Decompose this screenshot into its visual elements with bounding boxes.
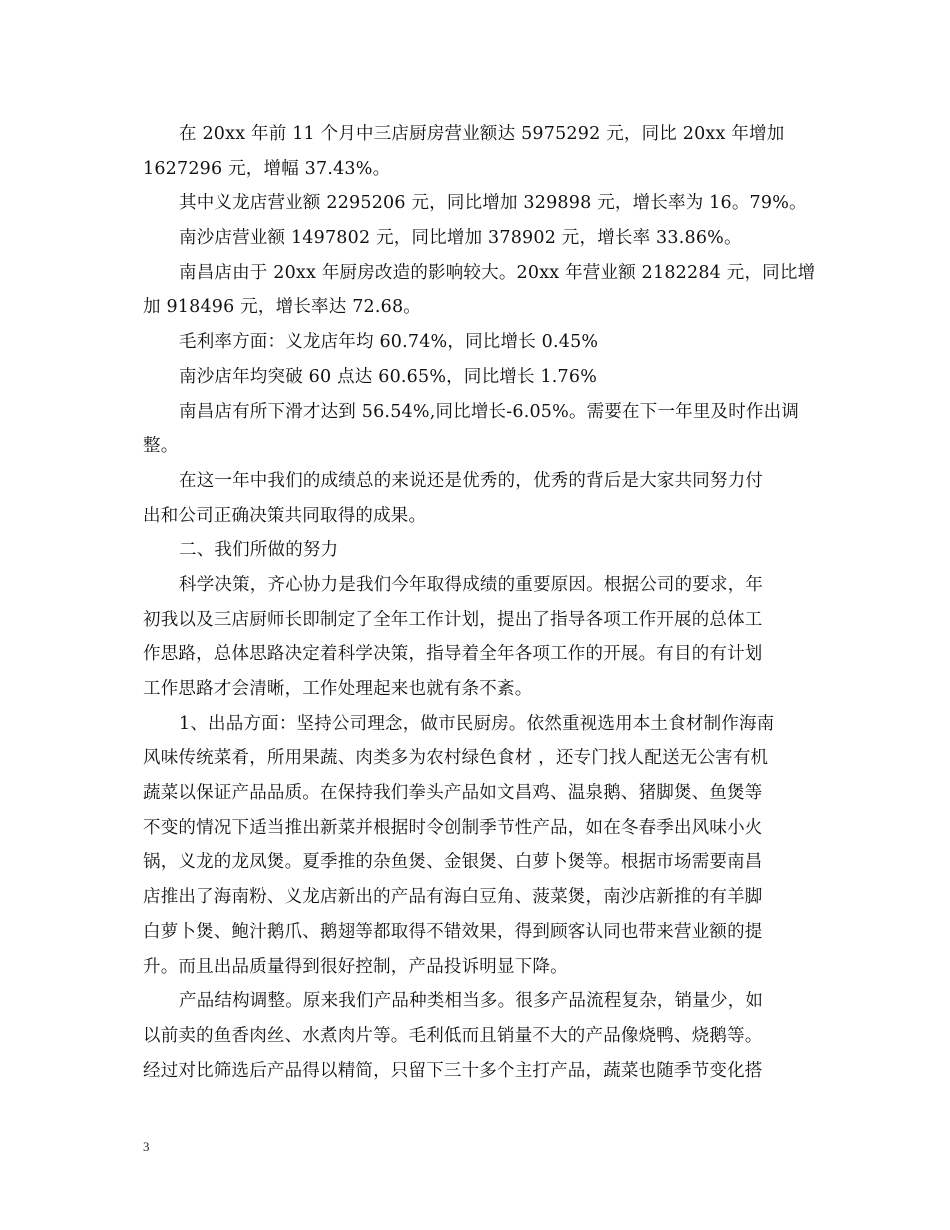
text-line: 整。 — [143, 436, 179, 457]
text-line: 在这一年中我们的成绩总的来说还是优秀的，优秀的背后是大家共同努力付 — [179, 470, 764, 491]
text-line: 南昌店由于 20xx 年厨房改造的影响较大。20xx 年营业额 2182284 元，同比增 — [179, 262, 816, 283]
text-line: 工作思路才会清晰，工作处理起来也就有条不紊。 — [143, 679, 533, 699]
text-line: 初我以及三店厨师长即制定了全年工作计划，提出了指导各项工作开展的总体工 — [143, 609, 763, 630]
text-line: 在 20xx 年前 11 个月中三店厨房营业额达 5975292 元，同比 20xx 年增加 — [179, 124, 785, 144]
text-line: 南沙店营业额 1497802 元，同比增加 378902 元，增长率 33.86%。 — [179, 228, 742, 249]
text-line: 出和公司正确决策共同取得的成果。 — [143, 505, 427, 526]
text-line: 以前卖的鱼香肉丝、水煮肉片等。毛利低而且销量不大的产品像烧鸭、烧鹅等。 — [143, 1025, 763, 1046]
text-line: 加 918496 元，增长率达 72.68。 — [143, 297, 421, 318]
text-line: 白萝卜煲、鲍汁鹅爪、鹅翅等都取得不错效果，得到顾客认同也带来营业额的提 — [143, 921, 763, 942]
text-line: 蔬菜以保证产品品质。在保持我们拳头产品如文昌鸡、温泉鹅、猪脚煲、鱼煲等 — [143, 783, 763, 804]
text-line: 科学决策，齐心协力是我们今年取得成绩的重要原因。根据公司的要求，年 — [179, 574, 764, 595]
text-line: 店推出了海南粉、义龙店新出的产品有海白豆角、菠菜煲，南沙店新推的有羊脚 — [143, 887, 763, 908]
text-line: 其中义龙店营业额 2295206 元，同比增加 329898 元，增长率为 16。79%。 — [179, 193, 807, 214]
text-line: 不变的情况下适当推出新菜并根据时令创制季节性产品，如在冬春季出风味小火 — [143, 817, 763, 838]
text-line: 毛利率方面：义龙店年均 60.74%，同比增长 0.45% — [179, 332, 599, 353]
text-line: 二、我们所做的努力 — [179, 540, 339, 561]
page-number: 3 — [143, 1139, 150, 1154]
text-line: 锅，义龙的龙凤煲。夏季推的杂鱼煲、金银煲、白萝卜煲等。根据市场需要南昌 — [143, 852, 763, 873]
text-line: 产品结构调整。原来我们产品种类相当多。很多产品流程复杂，销量少，如 — [179, 991, 764, 1012]
text-line: 升。而且出品质量得到很好控制，产品投诉明显下降。 — [143, 956, 568, 977]
text-line: 作思路，总体思路决定着科学决策，指导着全年各项工作的开展。有目的有计划 — [143, 644, 763, 665]
text-line: 1、出品方面：坚持公司理念，做市民厨房。依然重视选用本土食材制作海南 — [179, 713, 775, 734]
text-line: 经过对比筛选后产品得以精简，只留下三十多个主打产品，蔬菜也随季节变化搭 — [143, 1060, 763, 1081]
text-line: 风味传统菜肴，所用果蔬、肉类多为农村绿色食材 ，还专门找人配送无公害有机 — [143, 748, 769, 769]
document-body — [143, 117, 816, 1088]
text-line: 1627296 元，增幅 37.43%。 — [143, 158, 391, 179]
text-line: 南沙店年均突破 60 点达 60.65%，同比增长 1.76% — [179, 366, 598, 387]
text-line: 南昌店有所下滑才达到 56.54%,同比增长-6.05%。需要在下一年里及时作出调 — [179, 401, 800, 422]
